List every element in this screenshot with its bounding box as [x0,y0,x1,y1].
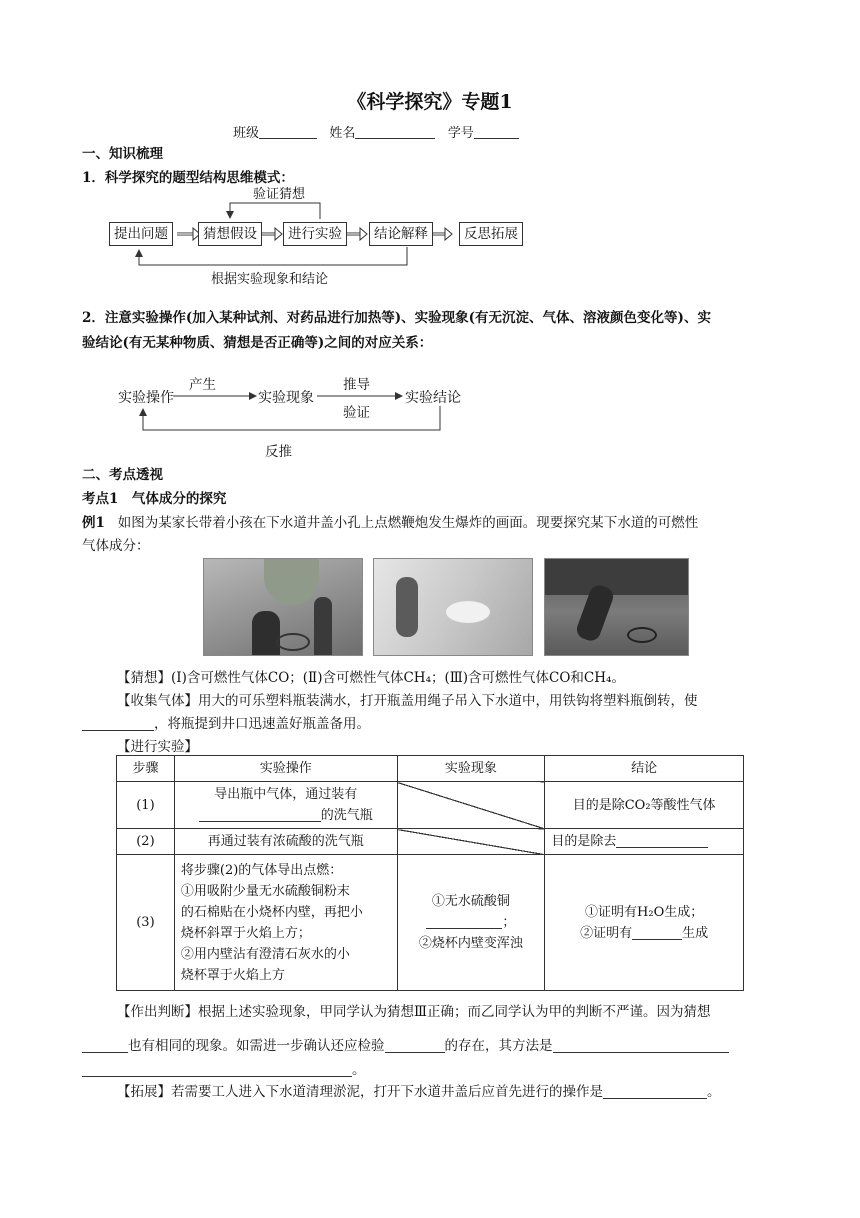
student-info [233,122,519,141]
row3-op-line: 将步骤(2)的气体导出点燃： [180,862,343,878]
row3-op-line: 烧杯斜罩于火焰上方； [180,925,311,941]
example-text-1: 如图为某家长带着小孩在下水道井盖小孔上点燃鞭炮发生爆炸的画面。现要探究某下水道的可燃性 [117,515,699,531]
row3-op-line: ②用内壁沾有澄清石灰水的小 [180,946,350,962]
photo-firecracker-1 [203,558,363,656]
judge-hypothesis-blank[interactable] [82,1038,128,1053]
flow1-box-experiment: 进行实验 [283,222,347,246]
judge-text-2b: 的存在，其方法是 [444,1038,553,1054]
page-title: 《科学探究》专题1 [347,91,513,113]
table-row [117,782,744,829]
row3-op-line: ①用吸附少量无水硫酸铜粉末 [180,883,350,899]
experiment-table [116,755,744,991]
row2-conclusion-text: 目的是除去 [551,834,617,849]
node-operation: 实验操作 [118,390,174,406]
section2-heading: 二、考点透视 [82,467,163,483]
row3-ph-blank[interactable] [426,914,502,929]
hypothesis-text: 【猜想】(Ⅰ)含可燃性气体CO；(Ⅱ)含可燃性气体CH₄；(Ⅲ)含可燃性气体CO和CH₄。 [117,670,625,686]
photo-firecracker-2 [373,558,533,656]
name-label: 姓名 [329,126,356,141]
judge-substance-blank[interactable] [385,1038,445,1053]
row3-operation [174,855,397,991]
extend-suffix: 。 [707,1084,721,1100]
produce-label: 产生 [189,377,216,393]
header-operation: 实验操作 [174,756,397,782]
reverse-label: 反推 [265,444,292,460]
row1-conclusion: 目的是除CO₂等酸性气体 [545,782,744,829]
id-label: 学号 [447,126,474,141]
node-conclusion: 实验结论 [405,390,461,406]
row3-op-line: 的石棉贴在小烧杯内壁，再把小 [180,904,363,920]
flow1-box-hypothesis: 猜想假设 [198,222,262,246]
row3-ph-line1: ①无水硫酸铜 [431,894,510,909]
row1-reagent-blank[interactable] [199,807,321,822]
flow1-box-reflection: 反思拓展 [459,222,523,246]
section1-heading: 一、知识梳理 [82,146,163,162]
extend-text: 【拓展】若需要工人进入下水道清理淤泥，打开下水道井盖后应首先进行的操作是 [117,1084,603,1100]
judge-method-blank[interactable] [553,1038,729,1053]
header-step: 步骤 [117,756,175,782]
photo-firecracker-3 [544,558,689,656]
row3-ph-line2: ； [502,915,516,930]
verify-label: 验证猜想 [253,187,306,202]
judge-method-blank-2[interactable] [82,1062,352,1077]
topic-heading: 考点1 气体成分的探究 [82,491,227,507]
row3-op-line: 烧杯罩于火焰上方 [180,967,285,983]
collect-blank[interactable] [82,716,154,731]
flow1-box-conclusion: 结论解释 [369,222,433,246]
row2-blank[interactable] [616,833,708,848]
row2-operation: 再通过装有浓硫酸的洗气瓶 [174,829,397,855]
judge-text-3: 。 [352,1062,366,1078]
table-row [117,855,744,991]
collect-text-2: ，将瓶提到井口迅速盖好瓶盖备用。 [154,716,370,732]
row3-ph-line3: ②烧杯内壁变浑浊 [418,936,523,951]
row3-c-line1: ①证明有H₂O生成； [585,904,704,920]
judge-text-1: 【作出判断】根据上述实验现象，甲同学认为猜想Ⅲ正确；而乙同学认为甲的判断不严谨。因为猜想 [117,1004,711,1020]
table-header-row [117,756,744,782]
id-blank[interactable] [474,124,519,139]
extend-blank[interactable] [603,1084,707,1099]
verify2-label: 验证 [343,405,370,421]
row3-step: (3) [117,855,175,991]
loop-label: 根据实验现象和结论 [211,272,329,287]
row2-conclusion [545,829,744,855]
collect-text-1: 【收集气体】用大的可乐塑料瓶装满水，打开瓶盖用绳子吊入下水道中，用铁钩将塑料瓶倒转，使 [117,693,698,709]
row1-op-line2: 的洗气瓶 [320,808,373,823]
row3-c-blank[interactable] [632,925,682,940]
row1-op-line1: 导出瓶中气体，通过装有 [214,787,358,802]
class-blank[interactable] [259,124,317,139]
flow2-lines [115,360,475,460]
header-phenomenon: 实验现象 [397,756,545,782]
row1-step: (1) [117,782,175,829]
row3-conclusion [545,855,744,991]
item2-line2: 验结论(有无某种物质、猜想是否正确等)之间的对应关系： [82,335,433,351]
row1-phenomenon-empty [397,782,545,829]
flow1-box-question: 提出问题 [109,222,173,246]
class-label: 班级 [233,126,260,141]
example-label: 例1 [82,515,105,531]
deduce-label: 推导 [343,377,370,393]
experiment-label: 【进行实验】 [117,739,198,755]
item1-text: 1．科学探究的题型结构思维模式： [82,170,294,186]
item2-line1: 2．注意实验操作(加入某种试剂、对药品进行加热等)、实验现象(有无沉淀、气体、溶液颜色变化等)、实 [82,310,711,326]
header-conclusion: 结论 [545,756,744,782]
judge-text-2a: 也有相同的现象。如需进一步确认还应检验 [128,1038,385,1054]
row3-phenomenon [397,855,545,991]
node-phenomenon: 实验现象 [258,390,314,406]
row1-operation [174,782,397,829]
row2-phenomenon-empty [397,829,545,855]
row2-step: (2) [117,829,175,855]
example-text-2: 气体成分： [82,538,150,554]
row3-c-line2-suffix: 生成 [682,925,709,941]
row3-c-line2-prefix: ②证明有 [580,925,633,941]
name-blank[interactable] [355,124,435,139]
table-row [117,829,744,855]
